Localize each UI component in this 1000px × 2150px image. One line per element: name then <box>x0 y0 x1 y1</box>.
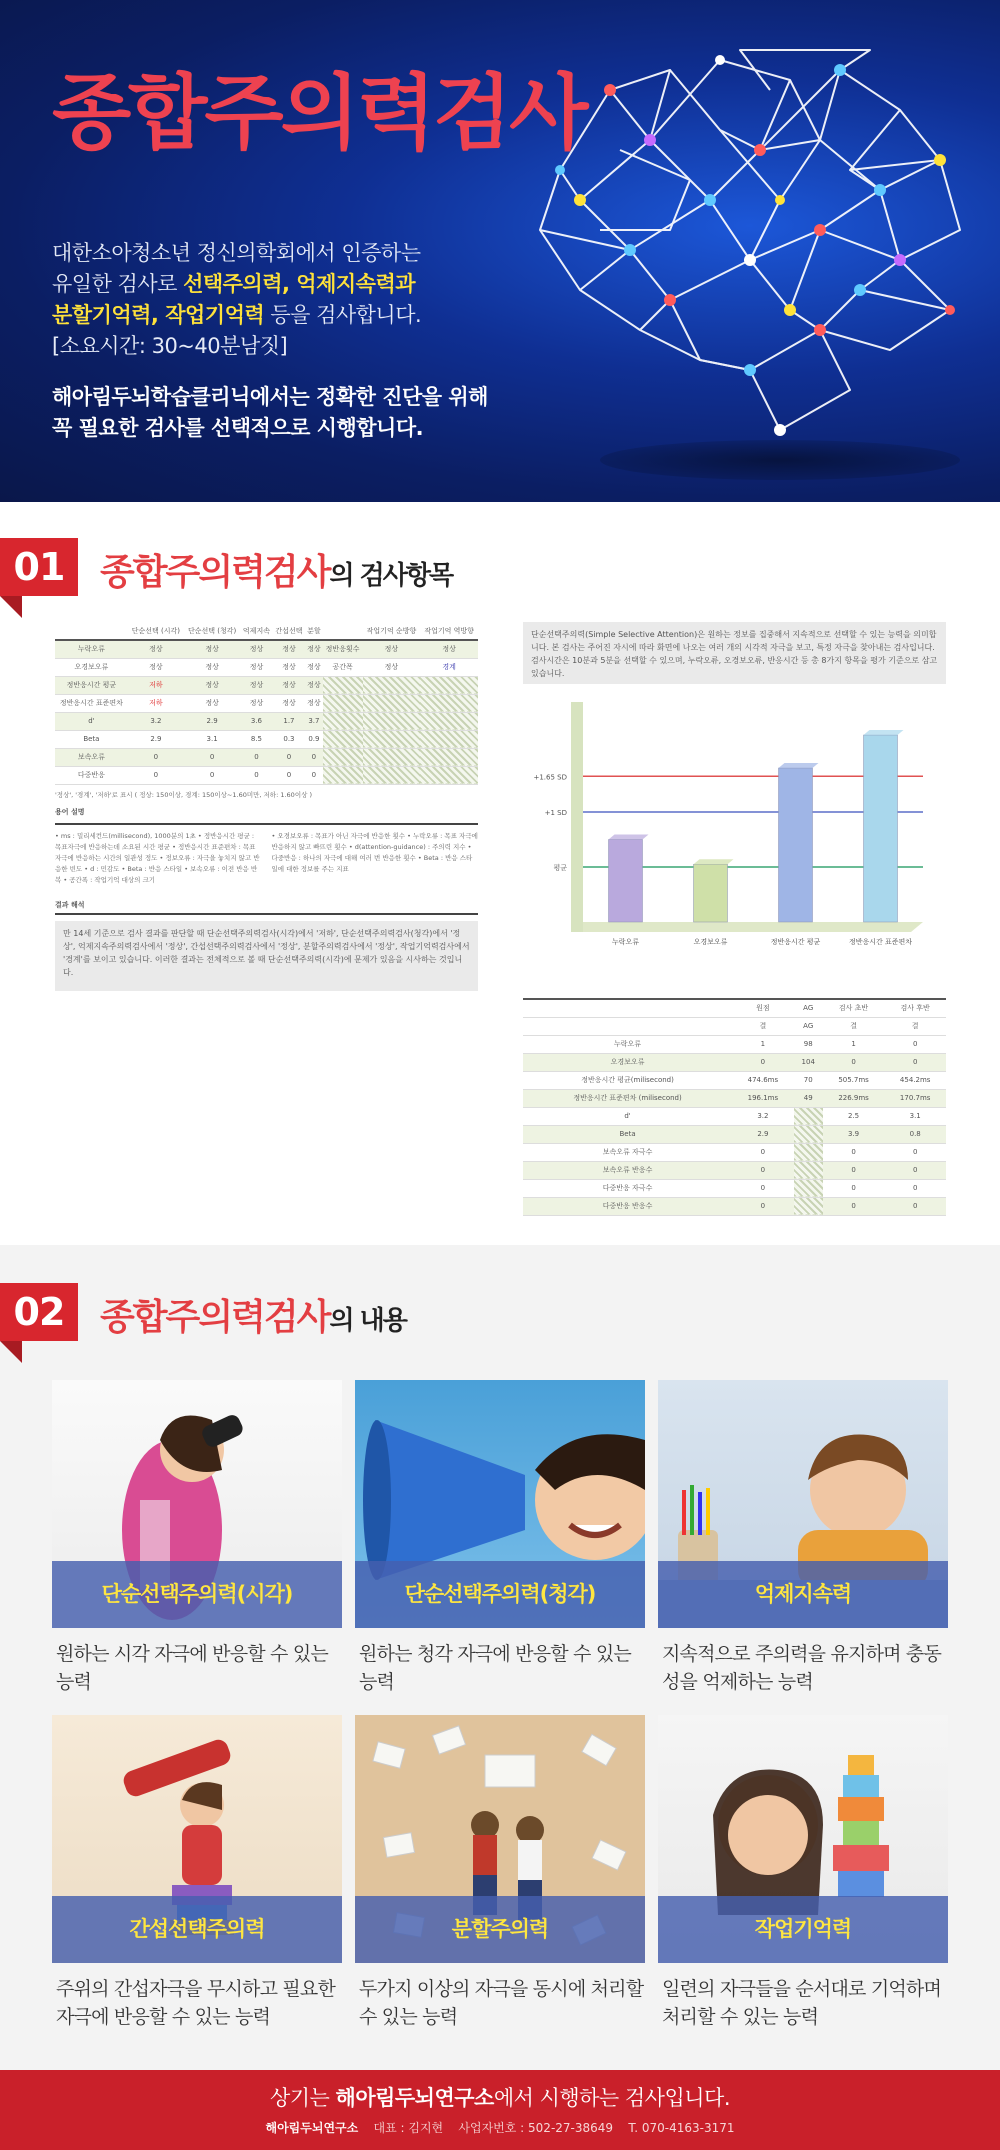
table-cell: 0 <box>884 1161 946 1179</box>
table-cell <box>420 712 478 730</box>
table-cell: 104 <box>794 1053 823 1071</box>
table-cell: 정상 <box>240 694 273 712</box>
table-header-cell: 검사 초반 <box>823 999 885 1017</box>
bar <box>694 864 728 922</box>
table-cell: 1 <box>823 1035 885 1053</box>
table-cell: 0 <box>184 766 240 784</box>
table-cell <box>420 766 478 784</box>
table-cell <box>323 748 363 766</box>
table-cell <box>363 766 421 784</box>
table-cell: 다중반응 반응수 <box>523 1197 732 1215</box>
table-cell: 오경보오류 <box>523 1053 732 1071</box>
table-cell: 196.1ms <box>732 1089 794 1107</box>
bar-top <box>694 859 734 864</box>
table-cell: 0 <box>305 748 322 766</box>
table-cell: 0 <box>732 1197 794 1215</box>
table-cell: 0 <box>732 1143 794 1161</box>
result-summary-table <box>55 622 478 785</box>
table-cell: 정상 <box>305 694 322 712</box>
section-number-badge: 02 <box>0 1283 78 1341</box>
table-row <box>523 1197 946 1215</box>
table-cell: d' <box>523 1107 732 1125</box>
test-contents-section <box>0 1245 1000 2070</box>
table-cell: 226.9ms <box>823 1089 885 1107</box>
table-row <box>55 658 478 676</box>
table-cell <box>323 676 363 694</box>
boy-desk-image <box>658 1380 948 1628</box>
table-cell: 누락오류 <box>523 1035 732 1053</box>
term-notes-right: • 오경보오류 : 목표가 아닌 자극에 반응한 횟수 • 누락오류 : 목표 자극에 반응하지 않고 빠뜨린 횟수 • d(attention-guidance) : 주의력 지수 • 다중반응 : 하나의 자극에 대해 여러 번 반응한 횟수 • Beta : 반응 스타일에 대한 정보를 주는 지표 <box>271 831 478 873</box>
table-row <box>523 1179 946 1197</box>
table-cell <box>363 676 421 694</box>
category-label: 오경보오류 <box>693 938 728 946</box>
table-cell: 1 <box>732 1035 794 1053</box>
table-cell: 0 <box>823 1143 885 1161</box>
card-description: 두가지 이상의 자극을 동시에 처리할 수 있는 능력 <box>359 1978 644 2028</box>
table-subheader-cell: 결 <box>884 1017 946 1035</box>
table-cell: 0.9 <box>305 730 322 748</box>
girl-binoculars-image <box>52 1380 342 1628</box>
detail-result-document <box>523 622 946 1210</box>
table-cell: 정상 <box>184 658 240 676</box>
table-cell: 0 <box>273 748 306 766</box>
table-cell: 정반응시간 평균(milisecond) <box>523 1071 732 1089</box>
table-cell: 3.7 <box>305 712 322 730</box>
section-title: 종합주의력검사의 검사항목 <box>100 552 453 593</box>
table-cell: 3.1 <box>884 1107 946 1125</box>
hero-desc-line: 분할기억력, 작업기억력 등을 검사합니다. <box>52 303 422 327</box>
hero-note-line: 꼭 필요한 검사를 선택적으로 시행합니다. <box>52 416 424 440</box>
bar <box>779 768 813 922</box>
badge-fold <box>0 1341 22 1363</box>
table-cell: 3.9 <box>823 1125 885 1143</box>
table-cell: 보속오류 반응수 <box>523 1161 732 1179</box>
table-row <box>523 1143 946 1161</box>
term-notes-left: • ms : 밀리세컨드(millisecond), 1000분의 1초 • 정반응시간 평균 : 목표자극에 반응하는데 소요된 시간 평균 • 정반응시간 표준편차 : 목표자극에 반응하는 시간의 일관성 정도 • 정보오류 : 자극을 놓치지 않고 반응한 빈도 • d : 민감도 • Beta : 반응 스타일 • 보속오류 : 이전 반응 반복 • 공간폭 : 작업기억 대상의 크기 <box>55 831 260 884</box>
table-cell: 70 <box>794 1071 823 1089</box>
table-cell: 정상 <box>184 694 240 712</box>
table-cell: 0 <box>128 748 184 766</box>
hero-description <box>52 238 492 362</box>
table-cell: 0 <box>128 766 184 784</box>
interp-title: 결과 해석 <box>55 900 478 915</box>
table-cell: d' <box>55 712 128 730</box>
table-cell: 정상 <box>305 658 322 676</box>
interpretation-text: 만 14세 기준으로 검사 결과를 판단할 때 단순선택주의력검사(시각)에서 '저하', 단순선택주의력검사(청각)에서 '정상', 억제지속주의력검사에서 '정상', 간섭선택주의력검사에서 '정상', 분할주의력검사에서 '정상', 작업기억력검사에서 '경계'를 보이고 있습니다. 이러한 결과는 전체적으로 볼 때 단순선택주의력(시각)에 문제가 있음을 시사하는 것입니다. <box>55 921 478 991</box>
reference-label: +1.65 SD <box>533 773 567 782</box>
brain-network-icon <box>520 30 1000 470</box>
card-auditory-attention <box>355 1380 645 1696</box>
table-subheader-cell: AG <box>794 1017 823 1035</box>
bar <box>864 735 898 922</box>
table-row <box>55 712 478 730</box>
table-header-cell: 작업기억 역방향 <box>420 622 478 640</box>
category-label: 정반응시간 표준편차 <box>848 938 913 946</box>
table-cell <box>420 676 478 694</box>
table-cell: 정상 <box>240 640 273 658</box>
table-subheader-cell: 결 <box>823 1017 885 1035</box>
footer-tel: T. 070-4163-3171 <box>628 2121 735 2135</box>
table-row <box>523 1053 946 1071</box>
table-cell: 2.9 <box>184 712 240 730</box>
category-label: 누락오류 <box>611 938 640 946</box>
table-cell <box>363 748 421 766</box>
table-cell: 3.2 <box>732 1107 794 1125</box>
table-cell: 0 <box>884 1053 946 1071</box>
girl-telescope-image <box>52 1715 342 1963</box>
table-cell: 정상 <box>273 658 306 676</box>
table-cell <box>363 694 421 712</box>
card-description: 원하는 시각 자극에 반응할 수 있는 능력 <box>56 1643 328 1693</box>
table-cell: 2.9 <box>732 1125 794 1143</box>
bar-top <box>864 730 904 735</box>
table-cell: 0 <box>823 1161 885 1179</box>
kids-books-image <box>355 1715 645 1963</box>
card-visual-attention <box>52 1380 342 1696</box>
badge-fold <box>0 596 22 618</box>
table-header-cell: 분할 <box>305 622 322 640</box>
table-cell: 정상 <box>184 676 240 694</box>
table-cell: 다중반응 자극수 <box>523 1179 732 1197</box>
table-cell: 3.1 <box>184 730 240 748</box>
detail-intro: 단순선택주의력(Simple Selective Attention)은 원하는 정보를 집중해서 지속적으로 선택할 수 있는 능력을 의미합니다. 본 검사는 주어진 자시에 따라 화면에 나오는 여러 개의 시각적 자극을 보고, 특정 자극을 찾아내는 검사입니다. 검사시간은 10분과 5분을 선택할 수 있으며, 누락오류, 오경보오류, 반응시간 등 총 8가지 항목을 평가 기준으로 삼고 있습니다. <box>523 622 946 684</box>
table-cell: 정반응시간 평균 <box>55 676 128 694</box>
table-cell: 정상 <box>363 640 421 658</box>
table-cell: 49 <box>794 1089 823 1107</box>
bar-chart <box>523 692 946 992</box>
table-cell: 정상 <box>273 694 306 712</box>
table-header-cell: 단순선택 (시각) <box>128 622 184 640</box>
card-inhibition <box>658 1380 948 1696</box>
table-cell: 8.5 <box>240 730 273 748</box>
table-cell <box>794 1179 823 1197</box>
table-row <box>523 1035 946 1053</box>
table-cell: 누락오류 <box>55 640 128 658</box>
card-label: 간섭선택주의력 <box>52 1896 342 1963</box>
footer-biz-number: 사업자번호 : 502-27-38649 <box>458 2121 614 2135</box>
chart-wall <box>571 702 583 932</box>
table-cell: 정상 <box>273 640 306 658</box>
footer-rep: 대표 : 김지현 <box>373 2121 444 2135</box>
table-cell: 98 <box>794 1035 823 1053</box>
card-divided-attention <box>355 1715 645 2031</box>
table-row <box>523 1125 946 1143</box>
card-label: 분할주의력 <box>355 1896 645 1963</box>
table-cell: 보속오류 <box>55 748 128 766</box>
card-label: 단순선택주의력(시각) <box>52 1561 342 1628</box>
table-row <box>523 1071 946 1089</box>
table-cell: 공간폭 <box>323 658 363 676</box>
table-cell <box>794 1125 823 1143</box>
table-cell: 0 <box>273 766 306 784</box>
category-label: 정반응시간 평균 <box>770 938 821 946</box>
bar-top <box>779 763 819 768</box>
card-label: 작업기억력 <box>658 1896 948 1963</box>
table-cell: 정상 <box>128 640 184 658</box>
table-cell <box>323 694 363 712</box>
card-description: 원하는 청각 자극에 반응할 수 있는 능력 <box>359 1643 631 1693</box>
table-cell: 정상 <box>240 676 273 694</box>
section-header-items <box>0 538 600 618</box>
footer-statement: 상기는 해아림두뇌연구소에서 시행하는 검사입니다. <box>269 2086 730 2110</box>
detail-chart <box>523 692 946 992</box>
table-footnote: '정상', '경계', '저하'로 표시 ( 정상: 150이상, 경계: 150이상~1.60미만, 저하: 1.60이상 ) <box>55 790 312 799</box>
table-cell: 0 <box>240 766 273 784</box>
table-row <box>55 730 478 748</box>
bar <box>609 840 643 923</box>
table-cell: 경계 <box>420 658 478 676</box>
table-cell: 0 <box>305 766 322 784</box>
table-cell: 474.6ms <box>732 1071 794 1089</box>
table-header-cell <box>323 622 363 640</box>
card-interference <box>52 1715 342 2031</box>
table-cell: 저하 <box>128 676 184 694</box>
table-cell: 다중반응 <box>55 766 128 784</box>
table-cell: 정반응시간 표준편차 (milisecond) <box>523 1089 732 1107</box>
table-cell <box>323 766 363 784</box>
table-subheader-cell: 결 <box>732 1017 794 1035</box>
table-cell: 정상 <box>420 640 478 658</box>
table-subheader-cell <box>523 1017 732 1035</box>
table-row <box>55 694 478 712</box>
table-header-cell: AG <box>794 999 823 1017</box>
table-cell: Beta <box>55 730 128 748</box>
hero-banner <box>0 0 1000 502</box>
table-cell: 0 <box>884 1179 946 1197</box>
table-cell <box>323 712 363 730</box>
girl-megaphone-image <box>355 1380 645 1628</box>
table-cell: 0 <box>240 748 273 766</box>
table-cell <box>420 748 478 766</box>
table-cell: 0 <box>884 1143 946 1161</box>
table-cell: Beta <box>523 1125 732 1143</box>
table-cell <box>794 1161 823 1179</box>
reference-label: +1 SD <box>544 809 567 817</box>
table-cell: 정반응횟수 <box>323 640 363 658</box>
table-cell: 1.7 <box>273 712 306 730</box>
table-cell: 정상 <box>273 676 306 694</box>
table-cell <box>794 1143 823 1161</box>
bar-top <box>609 835 649 840</box>
table-row <box>55 676 478 694</box>
table-row <box>55 748 478 766</box>
table-cell: 0 <box>823 1197 885 1215</box>
card-description: 일련의 자극들을 순서대로 기억하며 처리할 수 있는 능력 <box>662 1978 942 2028</box>
table-cell: 0 <box>732 1179 794 1197</box>
table-cell: 0 <box>823 1053 885 1071</box>
table-cell: 0.8 <box>884 1125 946 1143</box>
table-cell: 2.5 <box>823 1107 885 1125</box>
table-header-cell: 원점 <box>732 999 794 1017</box>
chart-floor <box>571 922 923 932</box>
hero-note-line: 해아림두뇌학습클리닉에서는 정확한 진단을 위해 <box>52 385 488 409</box>
card-label: 단순선택주의력(청각) <box>355 1561 645 1628</box>
table-header-cell <box>55 622 128 640</box>
table-cell <box>323 730 363 748</box>
table-cell: 3.6 <box>240 712 273 730</box>
table-cell: 505.7ms <box>823 1071 885 1089</box>
table-cell: 3.2 <box>128 712 184 730</box>
table-cell: 170.7ms <box>884 1089 946 1107</box>
table-cell: 0 <box>884 1197 946 1215</box>
table-cell: 정반응시간 표준편차 <box>55 694 128 712</box>
table-header-cell: 단순선택 (청각) <box>184 622 240 640</box>
footer-company-info <box>0 2119 1000 2136</box>
table-cell: 0 <box>732 1161 794 1179</box>
card-label: 억제지속력 <box>658 1561 948 1628</box>
section-header-contents <box>0 1283 600 1363</box>
table-cell: 저하 <box>128 694 184 712</box>
table-cell: 정상 <box>305 640 322 658</box>
footer-org: 해아림두뇌연구소 <box>265 2121 359 2135</box>
hero-desc-line: 유일한 검사로 선택주의력, 억제지속력과 <box>52 272 416 296</box>
table-row <box>523 1161 946 1179</box>
table-cell: 454.2ms <box>884 1071 946 1089</box>
table-cell <box>794 1107 823 1125</box>
table-header-cell: 억제지속 <box>240 622 273 640</box>
table-cell: 0.3 <box>273 730 306 748</box>
table-cell: 정상 <box>305 676 322 694</box>
card-working-memory <box>658 1715 948 2031</box>
notes-title: 용어 설명 <box>55 807 85 816</box>
table-cell: 정상 <box>240 658 273 676</box>
table-header-cell: 간섭선택 <box>273 622 306 640</box>
table-cell <box>794 1197 823 1215</box>
section-title: 종합주의력검사의 내용 <box>100 1297 406 1338</box>
table-row <box>55 766 478 784</box>
reference-label: 평균 <box>553 864 567 872</box>
table-cell: 오경보오류 <box>55 658 128 676</box>
result-summary-document <box>55 622 478 1197</box>
footer <box>0 2070 1000 2150</box>
table-cell: 0 <box>184 748 240 766</box>
table-row <box>523 1089 946 1107</box>
table-cell <box>363 730 421 748</box>
hero-desc-line: 대한소아청소년 정신의학회에서 인증하는 <box>52 241 421 265</box>
girl-blocks-image <box>658 1715 948 1963</box>
hero-duration: [소요시간: 30~40분남짓] <box>52 334 288 358</box>
detail-table <box>523 998 946 1216</box>
table-cell <box>363 712 421 730</box>
table-cell: 0 <box>732 1053 794 1071</box>
table-header-cell: 작업기억 순방향 <box>363 622 421 640</box>
table-cell <box>420 694 478 712</box>
table-cell: 0 <box>823 1179 885 1197</box>
table-row <box>523 1107 946 1125</box>
table-cell: 정상 <box>363 658 421 676</box>
card-description: 주위의 간섭자극을 무시하고 필요한 자극에 반응할 수 있는 능력 <box>56 1978 336 2028</box>
table-header-cell: 검사 후반 <box>884 999 946 1017</box>
section-number-badge: 01 <box>0 538 78 596</box>
table-row <box>55 640 478 658</box>
table-cell <box>420 730 478 748</box>
table-cell: 정상 <box>128 658 184 676</box>
table-cell: 정상 <box>184 640 240 658</box>
table-cell: 0 <box>884 1035 946 1053</box>
hero-title: 종합주의력검사 <box>52 66 586 161</box>
card-description: 지속적으로 주의력을 유지하며 충동성을 억제하는 능력 <box>662 1643 942 1693</box>
table-header-cell <box>523 999 732 1017</box>
term-notes <box>55 823 478 886</box>
table-cell: 보속오류 자극수 <box>523 1143 732 1161</box>
hero-note <box>52 382 522 444</box>
table-cell: 2.9 <box>128 730 184 748</box>
